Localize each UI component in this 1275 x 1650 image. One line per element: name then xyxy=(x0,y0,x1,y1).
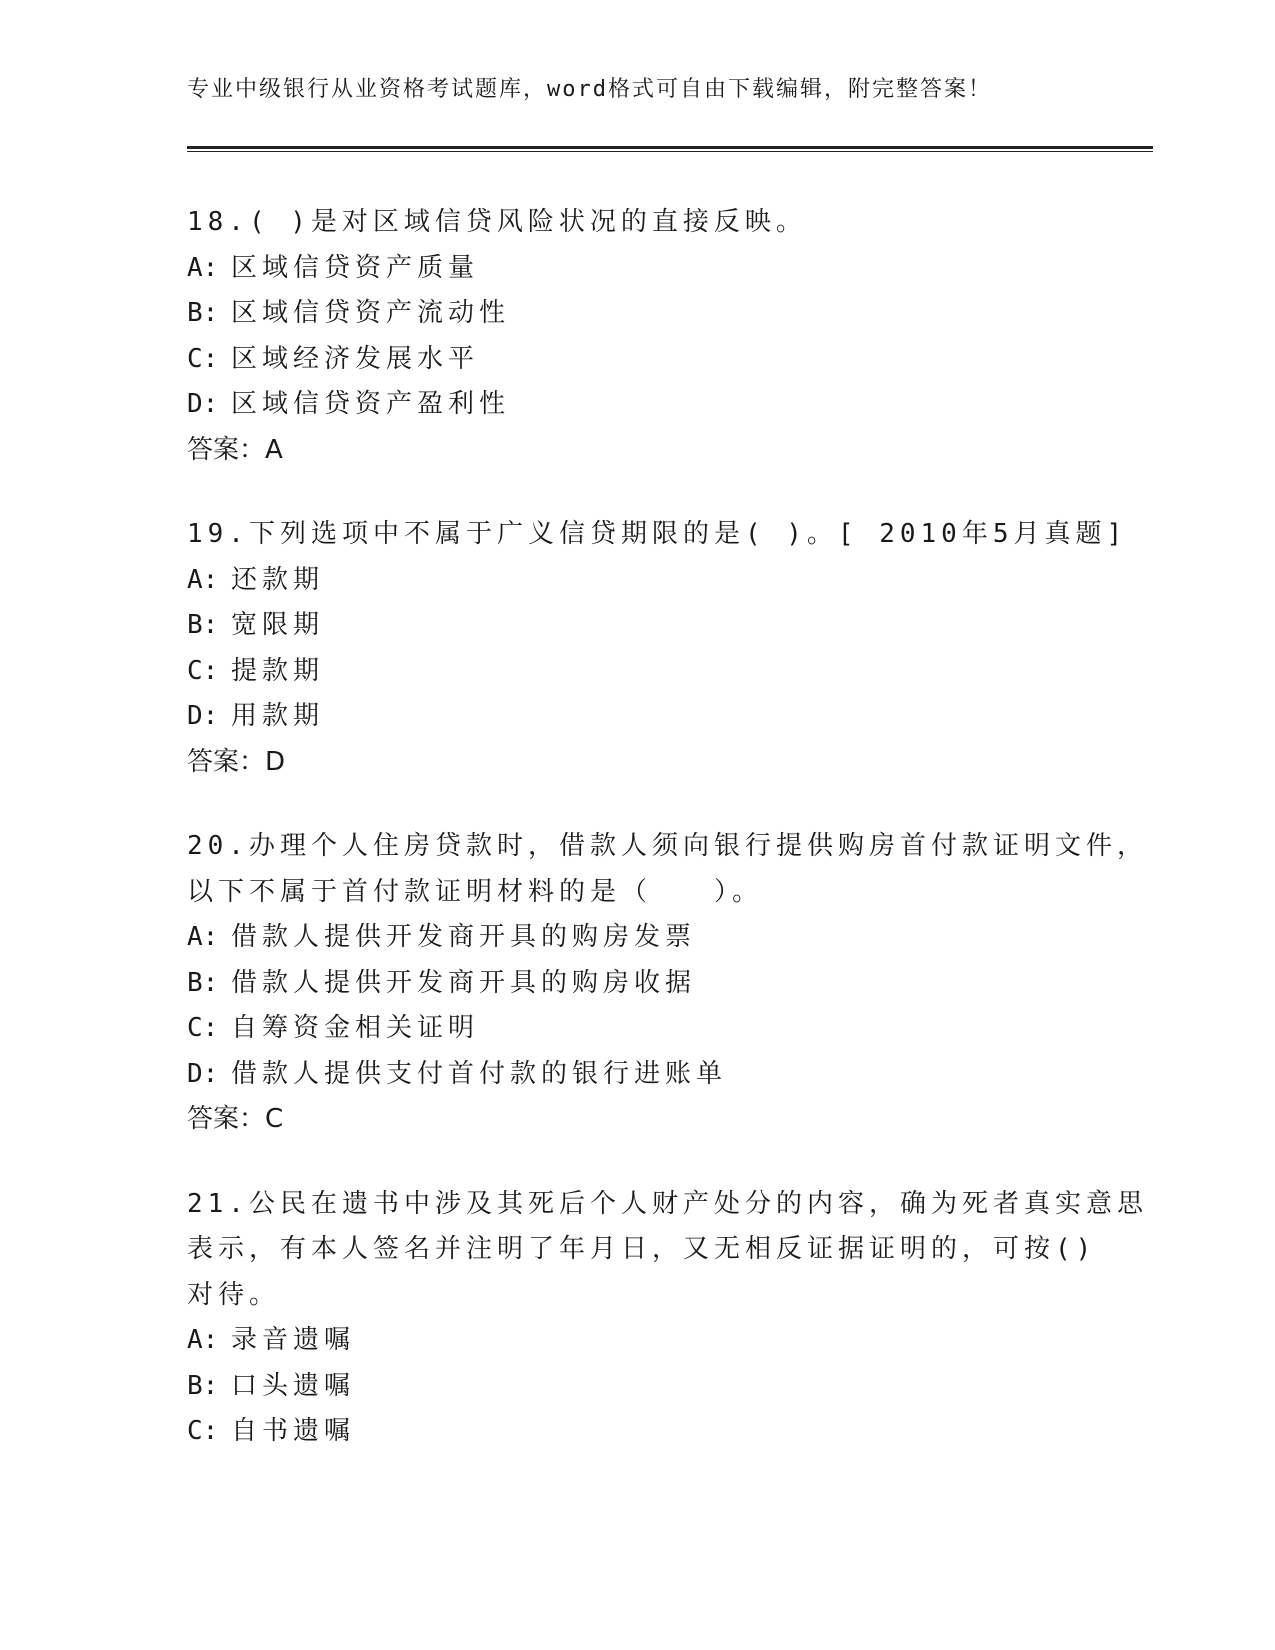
option-letter: C: xyxy=(187,1416,219,1446)
header-divider-thick xyxy=(187,146,1153,149)
option-b xyxy=(187,961,1107,1007)
question-stem: 19.下列选项中不属于广义信贷期限的是( )。[ 2010年5月真题] xyxy=(187,519,1128,549)
option-a xyxy=(187,558,1107,604)
option-letter: B: xyxy=(187,610,219,640)
option-text: 区域信贷资产盈利性 xyxy=(231,389,511,419)
option-c xyxy=(187,1006,1107,1052)
option-letter: A: xyxy=(187,252,219,283)
option-d xyxy=(187,382,1107,428)
option-a xyxy=(187,1318,1107,1364)
option-a xyxy=(187,915,1107,961)
option-c xyxy=(187,337,1107,383)
question-19 xyxy=(187,512,1128,785)
option-text: 还款期 xyxy=(231,564,325,595)
page-header: 专业中级银行从业资格考试题库，word格式可自由下载编辑，附完整答案！ xyxy=(187,77,992,102)
option-text: 借款人提供开发商开具的购房收据 xyxy=(231,967,697,998)
option-text: 区域信贷资产流动性 xyxy=(231,298,511,328)
option-c xyxy=(187,1409,1107,1455)
answer-line: 答案：C xyxy=(187,1104,284,1134)
option-letter: A: xyxy=(187,1325,219,1355)
option-text: 宽限期 xyxy=(231,610,325,640)
option-letter: B: xyxy=(187,298,219,328)
question-stem-line-1: 20.办理个人住房贷款时，借款人须向银行提供购房首付款证明文件， xyxy=(187,831,1148,861)
option-letter: C: xyxy=(187,1013,219,1043)
question-stem-line-3: 对待。 xyxy=(187,1279,281,1310)
option-text: 借款人提供支付首付款的银行进账单 xyxy=(231,1058,728,1089)
option-letter: D: xyxy=(187,1058,219,1089)
option-letter: C: xyxy=(187,343,219,374)
option-text: 口头遗嘱 xyxy=(231,1370,356,1401)
option-letter: A: xyxy=(187,922,219,952)
answer-line: 答案：A xyxy=(187,434,283,465)
option-letter: B: xyxy=(187,1370,219,1401)
question-stem-line-2: 表示，有本人签名并注明了年月日，又无相反证据证明的，可按() xyxy=(187,1234,1097,1264)
option-b xyxy=(187,291,1107,337)
option-text: 录音遗嘱 xyxy=(231,1325,356,1355)
option-letter: A: xyxy=(187,564,219,595)
question-20 xyxy=(187,824,1148,1143)
option-letter: B: xyxy=(187,967,219,998)
option-text: 提款期 xyxy=(231,655,325,686)
option-letter: C: xyxy=(187,655,219,686)
answer-line: 答案：D xyxy=(187,746,286,777)
option-text: 区域经济发展水平 xyxy=(231,343,480,374)
option-letter: D: xyxy=(187,389,219,419)
option-text: 自筹资金相关证明 xyxy=(231,1013,480,1043)
question-stem-line-1: 21.公民在遗书中涉及其死后个人财产处分的内容，确为死者真实意思 xyxy=(187,1188,1148,1219)
option-text: 借款人提供开发商开具的购房发票 xyxy=(231,922,697,952)
option-b xyxy=(187,603,1107,649)
option-b xyxy=(187,1364,1107,1410)
option-text: 用款期 xyxy=(231,701,325,731)
option-text: 区域信贷资产质量 xyxy=(231,252,480,283)
option-a xyxy=(187,246,1107,292)
option-d xyxy=(187,694,1107,740)
option-c xyxy=(187,649,1107,695)
question-stem-line-2: 以下不属于首付款证明材料的是（ ）。 xyxy=(187,876,764,907)
option-text: 自书遗嘱 xyxy=(231,1416,356,1446)
question-18 xyxy=(187,200,1107,473)
question-stem: 18.( )是对区域信贷风险状况的直接反映。 xyxy=(187,207,807,237)
header-divider-thin xyxy=(187,151,1153,152)
option-letter: D: xyxy=(187,701,219,731)
question-list xyxy=(187,200,1148,1494)
question-21 xyxy=(187,1182,1148,1455)
option-d xyxy=(187,1052,1107,1098)
